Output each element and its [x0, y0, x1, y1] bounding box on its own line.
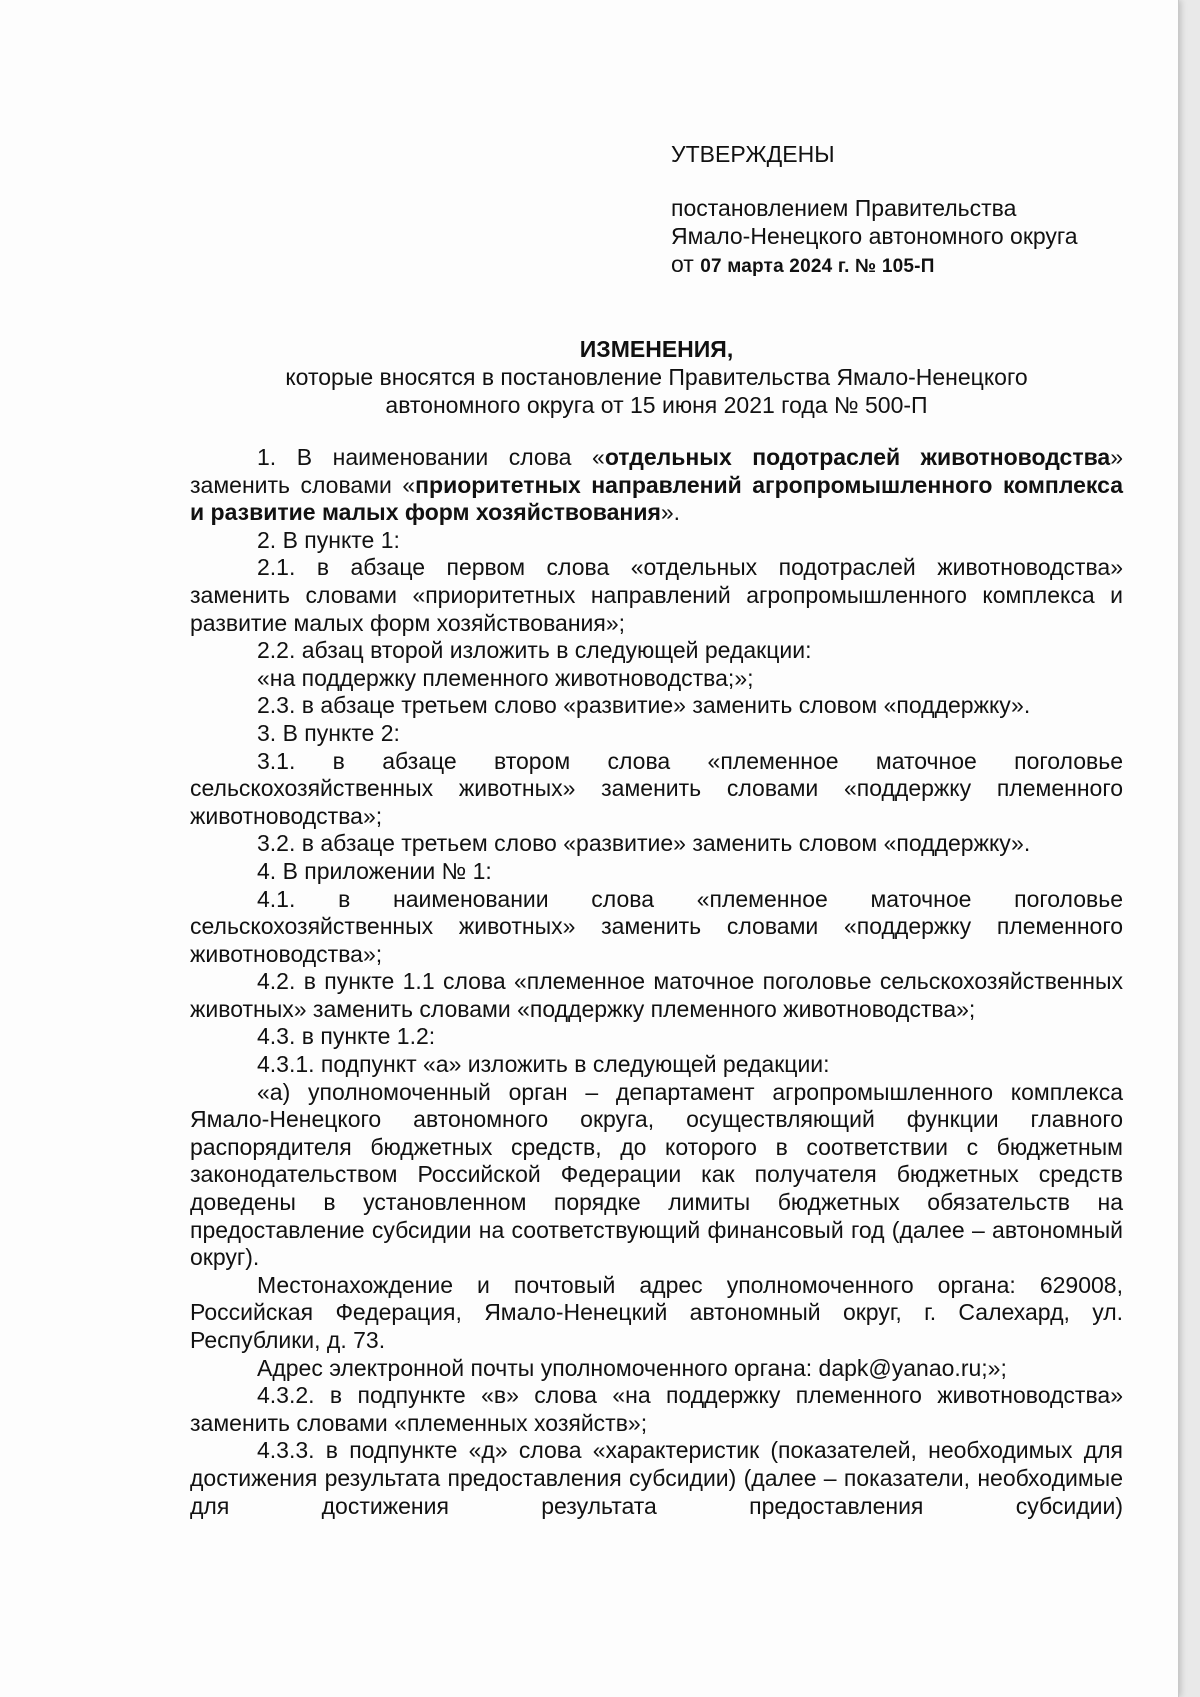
paragraph-4-2: 4.2. в пункте 1.1 слова «племенное маточное поголовье сельскохозяйственных животных» заменить словами «поддержку племенного животноводства»; [190, 968, 1123, 1022]
paragraph-4-3-2: 4.3.2. в подпункте «в» слова «на поддержку племенного животноводства» заменить словами «племенных хозяйств»; [190, 1382, 1123, 1436]
paragraph-3-2: 3.2. в абзаце третьем слово «развитие» заменить словом «поддержку». [257, 830, 1031, 857]
p1-bold-old: отдельных подотраслей животноводства [604, 444, 1111, 470]
paragraph-2-3: 2.3. в абзаце третьем слово «развитие» заменить словом «поддержку». [257, 692, 1031, 719]
p1-text-c: » заменить словами « [190, 444, 1124, 498]
title-sub-1: которые вносятся в постановление Правительства Ямало-Ненецкого [285, 364, 1028, 390]
paragraph-4-3: 4.3. в пункте 1.2: [257, 1023, 436, 1050]
paragraph-2-2: 2.2. абзац второй изложить в следующей редакции: [257, 637, 812, 664]
approval-line-2: Ямало-Ненецкого автономного округа [671, 223, 1078, 249]
paragraph-4-3-1: 4.3.1. подпункт «а» изложить в следующей редакции: [257, 1051, 830, 1078]
document-body [190, 444, 1123, 1520]
p1-bold-new: приоритетных направлений агропромышленного комплекса и развитие малых форм хозяйствования [190, 471, 1123, 526]
title-main: ИЗМЕНЕНИЯ, [579, 336, 734, 362]
paragraph-4-3-3: 4.3.3. в подпункте «д» слова «характеристик (показателей, необходимых для достижения результата предоставления субсидии) (далее – показатели, необходимые для достижения результата предоставления субсидии) [190, 1437, 1123, 1519]
approval-stamp [671, 140, 1151, 281]
paragraph-2-1: 2.1. в абзаце первом слова «отдельных подотраслей животноводства» заменить словами «приоритетных направлений агропромышленного комплекса и развитие малых форм хозяйствования»; [190, 554, 1123, 636]
paragraph-4-3-1-c: Адрес электронной почты уполномоченного органа: dapk@yanao.ru;»; [257, 1354, 1007, 1381]
paragraph-4-1: 4.1. в наименовании слова «племенное маточное поголовье сельскохозяйственных животных» заменить словами «поддержку племенного животноводства»; [190, 885, 1123, 967]
paragraph-3-1: 3.1. в абзаце втором слова «племенное маточное поголовье сельскохозяйственных животных» заменить словами «поддержку племенного животноводства»; [190, 747, 1123, 829]
paragraph-1 [190, 444, 1123, 527]
p1-text-e: ». [660, 499, 681, 526]
p1-text-a: 1. В наименовании слова « [257, 444, 605, 470]
approval-line-1: постановлением Правительства [671, 195, 1017, 221]
paragraph-3: 3. В пункте 2: [257, 719, 400, 746]
approval-date-prefix: от [671, 251, 694, 277]
paragraph-2-2-quote: «на поддержку племенного животноводства;»; [257, 664, 754, 691]
approval-heading: УТВЕРЖДЕНЫ [671, 141, 835, 167]
approval-date-line [671, 250, 1151, 281]
paragraph-4-3-1-b: Местонахождение и почтовый адрес уполномоченного органа: 629008, Российская Федерация, Ямало-Ненецкий автономный округ, г. Салехард, ул. Республики, д. 73. [190, 1271, 1123, 1353]
paragraph-4-3-1-a: «а) уполномоченный орган – департамент агропромышленного комплекса Ямало-Ненецкого автономного округа, осуществляющий функции главного распорядителя бюджетных средств, до которого в соответствии с бюджетным законодательством Российской Федерации как получателя бюджетных средств доведены в установленном порядке лимиты бюджетных обязательств на предоставление субсидии на соответствующий финансовый год (далее – автономный округ). [190, 1078, 1123, 1271]
document-title [190, 335, 1123, 419]
title-sub-2: автономного округа от 15 июня 2021 года № 500-П [385, 392, 928, 418]
paragraph-2: 2. В пункте 1: [257, 526, 400, 553]
approval-date-value: 07 марта 2024 г. № 105-П [700, 256, 935, 277]
paragraph-4: 4. В приложении № 1: [257, 857, 492, 884]
